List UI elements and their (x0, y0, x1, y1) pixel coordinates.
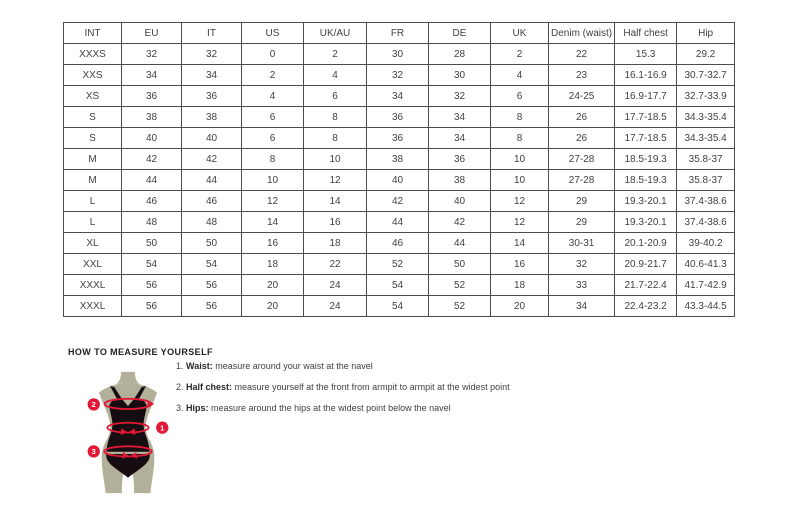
table-cell: 54 (122, 254, 182, 275)
table-cell: S (64, 107, 122, 128)
table-row (64, 170, 735, 191)
table-cell: 26 (549, 107, 615, 128)
table-cell: 30 (367, 44, 429, 65)
measure-heading: HOW TO MEASURE YOURSELF (68, 347, 213, 357)
table-cell: 44 (122, 170, 182, 191)
column-header: INT (64, 23, 122, 44)
table-cell: 16 (304, 212, 367, 233)
step-number: 2. (176, 382, 184, 392)
table-cell: 30 (429, 65, 491, 86)
table-cell: 12 (304, 170, 367, 191)
table-cell: 10 (491, 170, 549, 191)
table-cell: 18.5-19.3 (615, 149, 677, 170)
table-cell: M (64, 149, 122, 170)
table-cell: 40.6-41.3 (677, 254, 735, 275)
column-header: Hip (677, 23, 735, 44)
table-cell: 56 (122, 275, 182, 296)
table-row (64, 191, 735, 212)
table-cell: 19.3-20.1 (615, 191, 677, 212)
table-cell: 29.2 (677, 44, 735, 65)
table-cell: 41.7-42.9 (677, 275, 735, 296)
table-cell: 18.5-19.3 (615, 170, 677, 191)
table-cell: 8 (304, 107, 367, 128)
table-cell: 20.1-20.9 (615, 233, 677, 254)
table-cell: 22 (304, 254, 367, 275)
step-text: measure around the hips at the widest point below the navel (208, 403, 451, 413)
table-cell: 50 (182, 233, 242, 254)
table-cell: 22.4-23.2 (615, 296, 677, 317)
table-cell: 33 (549, 275, 615, 296)
mannequin-neck (116, 372, 140, 384)
table-cell: 32 (182, 44, 242, 65)
table-cell: 24-25 (549, 86, 615, 107)
table-cell: 36 (182, 86, 242, 107)
table-cell: 6 (304, 86, 367, 107)
table-cell: 23 (549, 65, 615, 86)
table-cell: 8 (491, 128, 549, 149)
table-cell: 40 (429, 191, 491, 212)
table-cell: 38 (429, 170, 491, 191)
table-cell: 54 (367, 296, 429, 317)
table-row (64, 107, 735, 128)
table-cell: 20 (242, 275, 304, 296)
measure-steps (176, 360, 536, 423)
column-header: Denim (waist) (549, 23, 615, 44)
table-cell: 42 (429, 212, 491, 233)
table-cell: L (64, 191, 122, 212)
table-cell: 12 (491, 212, 549, 233)
table-cell: 26 (549, 128, 615, 149)
table-cell: 40 (122, 128, 182, 149)
table-cell: 24 (304, 275, 367, 296)
step-number: 1. (176, 361, 184, 371)
chest-badge-number: 2 (91, 400, 96, 410)
table-cell: 30-31 (549, 233, 615, 254)
table-cell: 32 (122, 44, 182, 65)
table-cell: 28 (429, 44, 491, 65)
table-row (64, 254, 735, 275)
table-cell: 36 (122, 86, 182, 107)
column-header: UK/AU (304, 23, 367, 44)
table-cell: 27-28 (549, 149, 615, 170)
table-cell: 6 (242, 107, 304, 128)
table-cell: 32.7-33.9 (677, 86, 735, 107)
table-cell: 18 (242, 254, 304, 275)
table-cell: 14 (491, 233, 549, 254)
table-cell: 48 (182, 212, 242, 233)
table-cell: 0 (242, 44, 304, 65)
table-cell: 42 (122, 149, 182, 170)
table-cell: 38 (122, 107, 182, 128)
table-cell: 29 (549, 191, 615, 212)
table-cell: 50 (429, 254, 491, 275)
table-cell: 20.9-21.7 (615, 254, 677, 275)
table-cell: 38 (182, 107, 242, 128)
column-header: FR (367, 23, 429, 44)
waist-badge-number: 1 (160, 423, 165, 433)
table-cell: 24 (304, 296, 367, 317)
table-cell: 48 (122, 212, 182, 233)
step-label: Hips: (186, 403, 209, 413)
column-header: DE (429, 23, 491, 44)
table-row (64, 86, 735, 107)
column-header: Half chest (615, 23, 677, 44)
table-cell: 37.4-38.6 (677, 191, 735, 212)
table-cell: 37.4-38.6 (677, 212, 735, 233)
table-cell: 12 (491, 191, 549, 212)
table-cell: XXXL (64, 296, 122, 317)
table-cell: 34 (367, 86, 429, 107)
table-cell: 36 (429, 149, 491, 170)
hips-badge (88, 445, 100, 457)
table-cell: 46 (367, 233, 429, 254)
table-row (64, 275, 735, 296)
measure-step-half-chest (176, 381, 536, 394)
table-cell: 2 (242, 65, 304, 86)
table-cell: 34.3-35.4 (677, 107, 735, 128)
table-cell: 19.3-20.1 (615, 212, 677, 233)
table-cell: 46 (122, 191, 182, 212)
table-cell: 44 (182, 170, 242, 191)
table-row (64, 296, 735, 317)
table-cell: 40 (182, 128, 242, 149)
table-cell: 30.7-32.7 (677, 65, 735, 86)
table-row (64, 233, 735, 254)
table-cell: 20 (491, 296, 549, 317)
table-cell: 39-40.2 (677, 233, 735, 254)
table-cell: 35.8-37 (677, 170, 735, 191)
table-cell: 10 (242, 170, 304, 191)
table-cell: 32 (549, 254, 615, 275)
table-cell: 34.3-35.4 (677, 128, 735, 149)
table-cell: 16 (491, 254, 549, 275)
table-cell: 22 (549, 44, 615, 65)
table-cell: 8 (491, 107, 549, 128)
column-header: IT (182, 23, 242, 44)
table-cell: 17.7-18.5 (615, 107, 677, 128)
table-cell: 27-28 (549, 170, 615, 191)
table-cell: M (64, 170, 122, 191)
table-cell: 8 (304, 128, 367, 149)
table-cell: 4 (242, 86, 304, 107)
table-cell: 40 (367, 170, 429, 191)
step-text: measure around your waist at the navel (212, 361, 373, 371)
swimsuit-top (106, 399, 149, 452)
table-cell: 38 (367, 149, 429, 170)
table-cell: 10 (491, 149, 549, 170)
table-cell: 12 (242, 191, 304, 212)
column-header: UK (491, 23, 549, 44)
table-cell: 56 (182, 296, 242, 317)
waist-badge (156, 422, 168, 434)
table-cell: 46 (182, 191, 242, 212)
table-cell: 18 (304, 233, 367, 254)
table-header-row (64, 23, 735, 44)
chest-badge (88, 398, 100, 410)
measure-step-waist (176, 360, 536, 373)
measure-step-hips (176, 402, 536, 415)
table-cell: 4 (304, 65, 367, 86)
table-row (64, 65, 735, 86)
table-cell: 18 (491, 275, 549, 296)
table-cell: 42 (182, 149, 242, 170)
table-cell: 34 (549, 296, 615, 317)
table-cell: XL (64, 233, 122, 254)
table-cell: 20 (242, 296, 304, 317)
table-cell: 36 (367, 128, 429, 149)
table-cell: 34 (429, 128, 491, 149)
table-row (64, 128, 735, 149)
table-cell: 52 (367, 254, 429, 275)
table-cell: 54 (182, 254, 242, 275)
table-cell: 52 (429, 296, 491, 317)
table-cell: 44 (429, 233, 491, 254)
table-cell: 16.9-17.7 (615, 86, 677, 107)
table-cell: L (64, 212, 122, 233)
table-cell: 36 (367, 107, 429, 128)
table-cell: 43.3-44.5 (677, 296, 735, 317)
table-cell: XXS (64, 65, 122, 86)
table-cell: 54 (367, 275, 429, 296)
table-cell: 29 (549, 212, 615, 233)
table-cell: 2 (491, 44, 549, 65)
table-cell: 10 (304, 149, 367, 170)
table-cell: XXXS (64, 44, 122, 65)
table-cell: 34 (429, 107, 491, 128)
column-header: EU (122, 23, 182, 44)
table-cell: 56 (122, 296, 182, 317)
table-cell: 4 (491, 65, 549, 86)
hips-badge-number: 3 (91, 447, 96, 457)
table-cell: S (64, 128, 122, 149)
measurement-illustration (84, 371, 172, 501)
table-cell: 14 (304, 191, 367, 212)
table-cell: 56 (182, 275, 242, 296)
table-cell: 15.3 (615, 44, 677, 65)
table-cell: 34 (122, 65, 182, 86)
table-cell: 6 (242, 128, 304, 149)
size-chart-table (63, 22, 735, 317)
table-row (64, 44, 735, 65)
column-header: US (242, 23, 304, 44)
table-cell: 42 (367, 191, 429, 212)
step-label: Half chest: (186, 382, 233, 392)
step-text: measure yourself at the front from armpit to armpit at the widest point (232, 382, 510, 392)
table-cell: XXXL (64, 275, 122, 296)
table-cell: 32 (429, 86, 491, 107)
table-cell: 16.1-16.9 (615, 65, 677, 86)
table-cell: 50 (122, 233, 182, 254)
table-cell: 2 (304, 44, 367, 65)
table-cell: 8 (242, 149, 304, 170)
table-cell: 6 (491, 86, 549, 107)
table-cell: 35.8-37 (677, 149, 735, 170)
table-cell: 52 (429, 275, 491, 296)
table-cell: 17.7-18.5 (615, 128, 677, 149)
step-number: 3. (176, 403, 184, 413)
table-cell: XS (64, 86, 122, 107)
table-cell: 34 (182, 65, 242, 86)
table-cell: 21.7-22.4 (615, 275, 677, 296)
table-cell: 32 (367, 65, 429, 86)
table-row (64, 212, 735, 233)
step-label: Waist: (186, 361, 213, 371)
table-cell: 14 (242, 212, 304, 233)
table-cell: 16 (242, 233, 304, 254)
table-row (64, 149, 735, 170)
table-cell: XXL (64, 254, 122, 275)
table-cell: 44 (367, 212, 429, 233)
